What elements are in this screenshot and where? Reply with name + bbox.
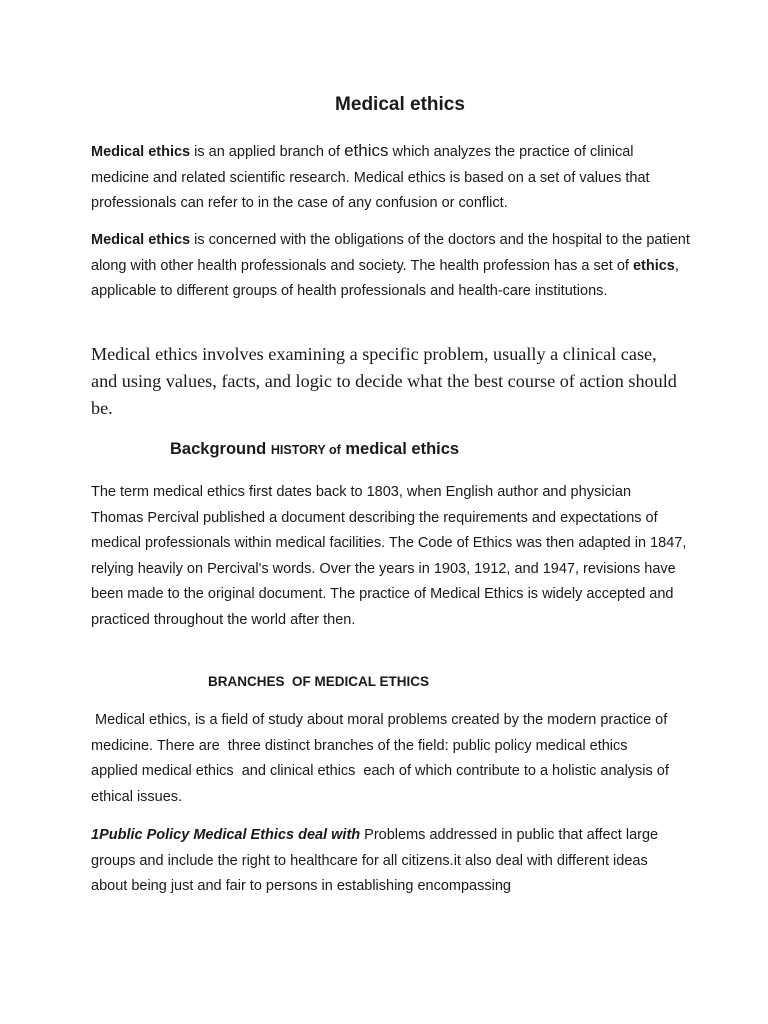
- bold-term: Medical ethics: [91, 232, 191, 248]
- ethics-term: ethics: [344, 141, 389, 160]
- paragraph-definition: [91, 138, 691, 217]
- paragraph-text: Problems addressed in public that affect large groups and include the right to healthcare for all citizens.it also deal with different ideas about being just and fair to persons in establishing encompassing: [91, 827, 659, 894]
- paragraph-obligations: [91, 228, 691, 305]
- paragraph-text: which analyzes the practice of clinical medicine and related scientific research. Medical ethics is based on a set of values that professionals can refer to in the case of any confusion or conflict.: [91, 144, 650, 211]
- bold-term: Medical ethics: [91, 144, 191, 160]
- paragraph-text: , applicable to different groups of health professionals and health-care institutions.: [91, 257, 679, 299]
- paragraph-text: is an applied branch of: [190, 144, 345, 160]
- heading-background-history: Background HISTORY of medical ethics: [170, 440, 460, 458]
- paragraph-examining: Medical ethics involves examining a specific problem, usually a clinical case, and using values, facts, and logic to decide what the best course of action should be.: [91, 344, 677, 418]
- paragraph-branches: Medical ethics, is a field of study about moral problems created by the modern practice of medicine. There are three distinct branches of the field: public policy medical ethics applied medical ethics and clinical ethics each of which contribute to a holistic analysis of ethical issues.: [91, 712, 673, 805]
- paragraph-text: is concerned with the obligations of the doctors and the hospital to the patient along with other health professionals and society. The health profession has a set of: [91, 232, 690, 274]
- heading-branches: BRANCHES OF MEDICAL ETHICS: [208, 674, 430, 689]
- document-title: Medical ethics: [335, 94, 465, 115]
- paragraph-history: The term medical ethics first dates back to 1803, when English author and physician Thomas Percival published a document describing the requirements and expectations of medical professionals within medical facilities. The Code of Ethics was then adapted in 1847, relying heavily on Percival's words. Over the years in 1903, 1912, and 1947, revisions have been made to the original document. The practice of Medical Ethics is widely accepted and practiced throughout the world after then.: [91, 484, 687, 628]
- paragraph-public-policy: [91, 823, 681, 900]
- branch-lead: 1Public Policy Medical Ethics deal with: [91, 827, 361, 843]
- bold-term: ethics: [632, 257, 675, 274]
